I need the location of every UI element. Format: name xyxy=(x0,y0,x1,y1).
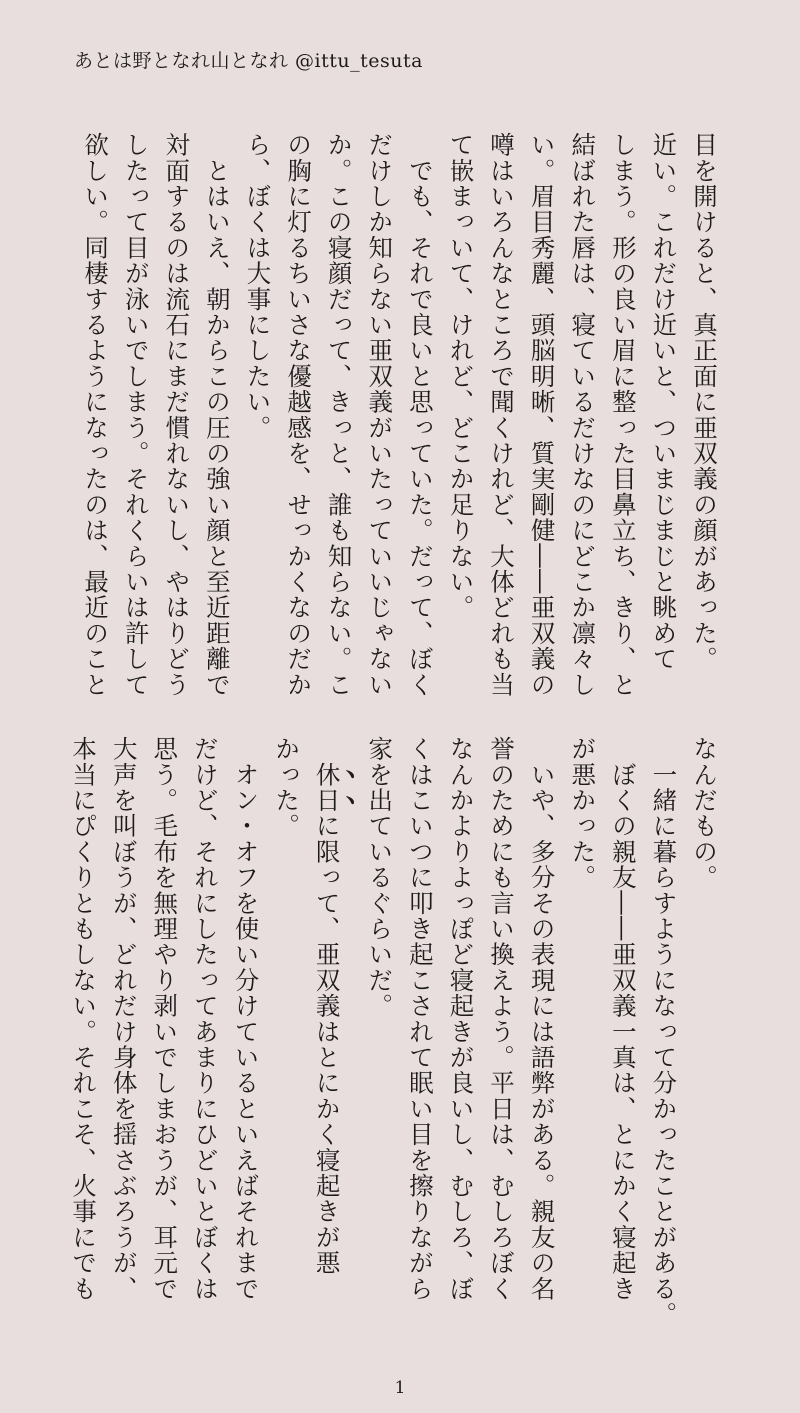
text-line: オン・オフを使い分けているといえばそれまで xyxy=(231,736,261,1302)
text-line: だけど、それにしたってあまりにひどいとぼくは xyxy=(190,736,220,1302)
emphasized-text: 休日 xyxy=(312,761,342,814)
text-line: か。この寝顔だって、きっと、誰も知らない。こ xyxy=(324,132,354,698)
text-line: ぼくの親友――亜双義一真は、とにかく寝起き xyxy=(608,736,638,1302)
text-line: 欲しい。同棲するようになったのは、最近のこと xyxy=(81,132,111,698)
text-line: 誉のためにも言い換えよう。平日は、むしろぼく xyxy=(487,736,517,1302)
text-line: かった。 xyxy=(272,736,302,839)
text-line: しまう。形の良い眉に整った目鼻立ち、きり、と xyxy=(608,132,638,698)
text-line: 休日に限って、亜双義はとにかく寝起きが悪 xyxy=(312,761,342,1276)
text-line: したって目が泳いでしまう。それくらいは許して xyxy=(121,132,151,698)
text-line: 噂はいろんなところで聞くけれど、大体どれも当 xyxy=(487,132,517,698)
text-block-top xyxy=(74,132,724,698)
text-line: 大声を叫ぼうが、どれだけ身体を揺さぶろうが、 xyxy=(109,736,139,1302)
text-line: 結ばれた唇は、寝ているだけなのにどこか凛々し xyxy=(568,132,598,698)
text-line: 対面するのは流石にまだ慣れないし、やはりどう xyxy=(162,132,192,698)
page-number: 1 xyxy=(394,1378,406,1398)
text-line: ら、ぼくは大事にしたい。 xyxy=(243,132,273,441)
text-line: の胸に灯るちいさな優越感を、せっかくなのだか xyxy=(284,132,314,698)
text-line: とはいえ、朝からこの圧の強い顔と至近距離で xyxy=(202,132,232,698)
header-title: あとは野となれ山となれ @ittu_tesuta xyxy=(74,50,423,72)
text-line: が悪かった。 xyxy=(568,736,598,891)
text-line: いや、多分その表現には語弊がある。親友の名 xyxy=(527,736,557,1302)
text-line: 近い。これだけ近いと、ついまじまじと眺めて xyxy=(649,132,679,672)
text-block-bottom xyxy=(69,736,724,1328)
text-line: 家を出ているぐらいだ。 xyxy=(365,736,395,1019)
text-line: て嵌まっいて、けれど、どこか足りない。 xyxy=(446,132,476,621)
text-line: なんだもの。 xyxy=(690,736,719,891)
text-line: い。眉目秀麗、頭脳明晰、質実剛健――亜双義の xyxy=(527,132,557,698)
text-line: 一緒に暮らすようになって分かったことがある。 xyxy=(649,736,679,1328)
text-line: くはこいつに叩き起こされて眠い目を擦りながら xyxy=(405,736,435,1302)
text-line: 本当にぴくりともしない。それこそ、火事にでも xyxy=(69,736,99,1302)
text-line: 思う。毛布を無理やり剥いでしまおうが、耳元で xyxy=(150,736,180,1302)
text-line: 目を開けると、真正面に亜双義の顔があった。 xyxy=(690,132,719,672)
text-line: なんかよりよっぽど寝起きが良いし、むしろ、ぼ xyxy=(446,736,476,1302)
text-line: でも、それで良いと思っていた。だって、ぼく xyxy=(405,132,435,698)
text-line: だけしか知らない亜双義がいたっていいじゃない xyxy=(365,132,395,698)
